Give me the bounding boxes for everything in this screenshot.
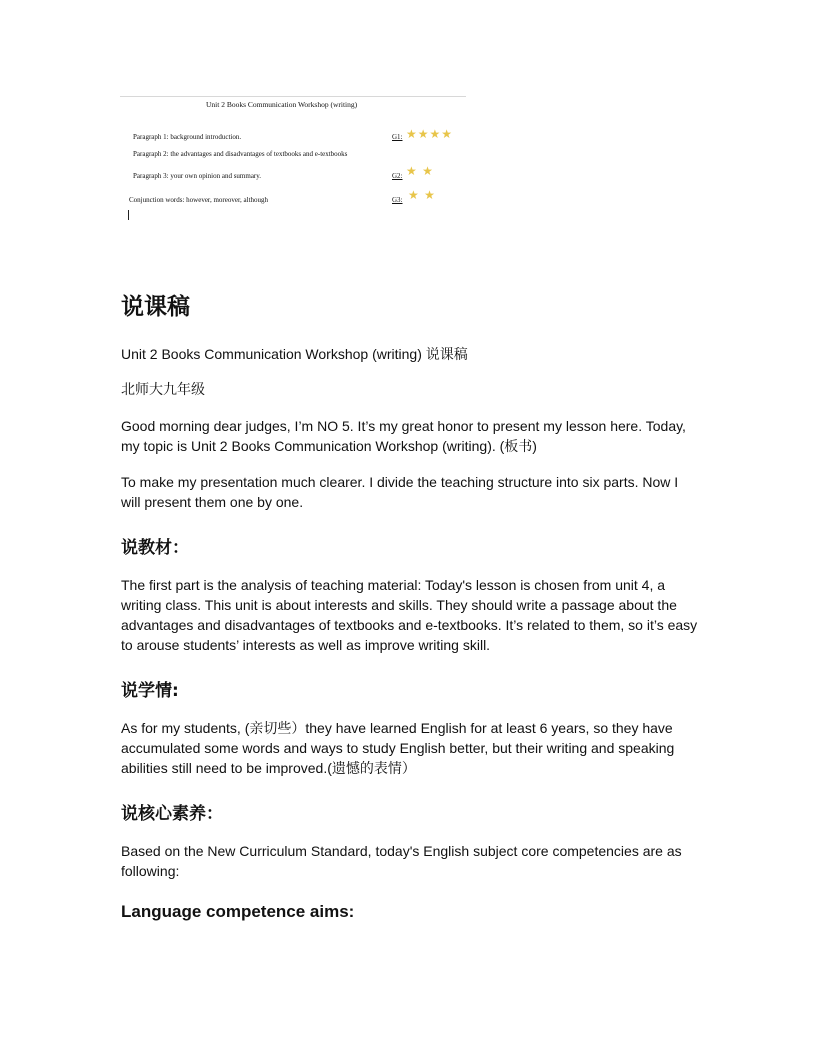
figure-conjunctions: Conjunction words: however, moreover, although	[129, 196, 269, 204]
figure-top-border	[120, 96, 466, 97]
figure-paragraph-2: Paragraph 2: the advantages and disadvantages of textbooks and e-textbooks	[133, 150, 348, 158]
document-title: 说课稿	[121, 294, 190, 320]
figure-stars-3: ★ ★	[408, 188, 436, 202]
grade-line: 北师大九年级	[121, 381, 205, 397]
intro-paragraph: Good morning dear judges, I’m NO 5. It’s my great honor to present my lesson here. Today, my topic is Unit 2 Books Communication Workshop (writing). (板书)	[121, 418, 686, 454]
figure-title: Unit 2 Books Communication Workshop (writing)	[206, 100, 358, 109]
subtitle: Unit 2 Books Communication Workshop (writing) 说课稿	[121, 346, 468, 362]
core-paragraph: Based on the New Curriculum Standard, today's English subject core competencies are as following:	[121, 843, 682, 879]
heading-students: 说学情:	[121, 681, 179, 701]
figure-goal-1: G1:	[392, 133, 403, 141]
figure-paragraph-3: Paragraph 3: your own opinion and summary.	[133, 172, 262, 180]
heading-core: 说核心素养：	[121, 804, 223, 824]
structure-paragraph: To make my presentation much clearer. I divide the teaching structure into six parts. Now I will present them one by one.	[121, 474, 679, 510]
heading-language-competence: Language competence aims:	[121, 902, 355, 921]
material-paragraph: The first part is the analysis of teaching material: Today's lesson is chosen from unit 4, a writing class. This unit is about interests and skills. They should write a passage about the advantages and disadvantages of textbooks and e-textbooks. It’s related to them, so it’s easy to arouse students’ interests as well as improve writing skill.	[121, 577, 698, 653]
figure-stars-2: ★ ★	[406, 164, 434, 178]
figure-goal-2: G2:	[392, 172, 403, 180]
figure-goal-3: G3:	[392, 196, 403, 204]
students-paragraph: As for my students, (亲切些）they have learned English for at least 6 years, so they have accumulated some words and ways to study English better, but their writing and speaking abilities still need to be improved.(遗憾的表情）	[121, 720, 675, 776]
figure-paragraph-1: Paragraph 1: background introduction.	[133, 133, 242, 141]
figure-stars-1: ★★★★	[406, 127, 454, 141]
heading-material: 说教材：	[121, 538, 189, 558]
lesson-plan-figure	[120, 96, 466, 224]
text-cursor	[128, 210, 129, 220]
